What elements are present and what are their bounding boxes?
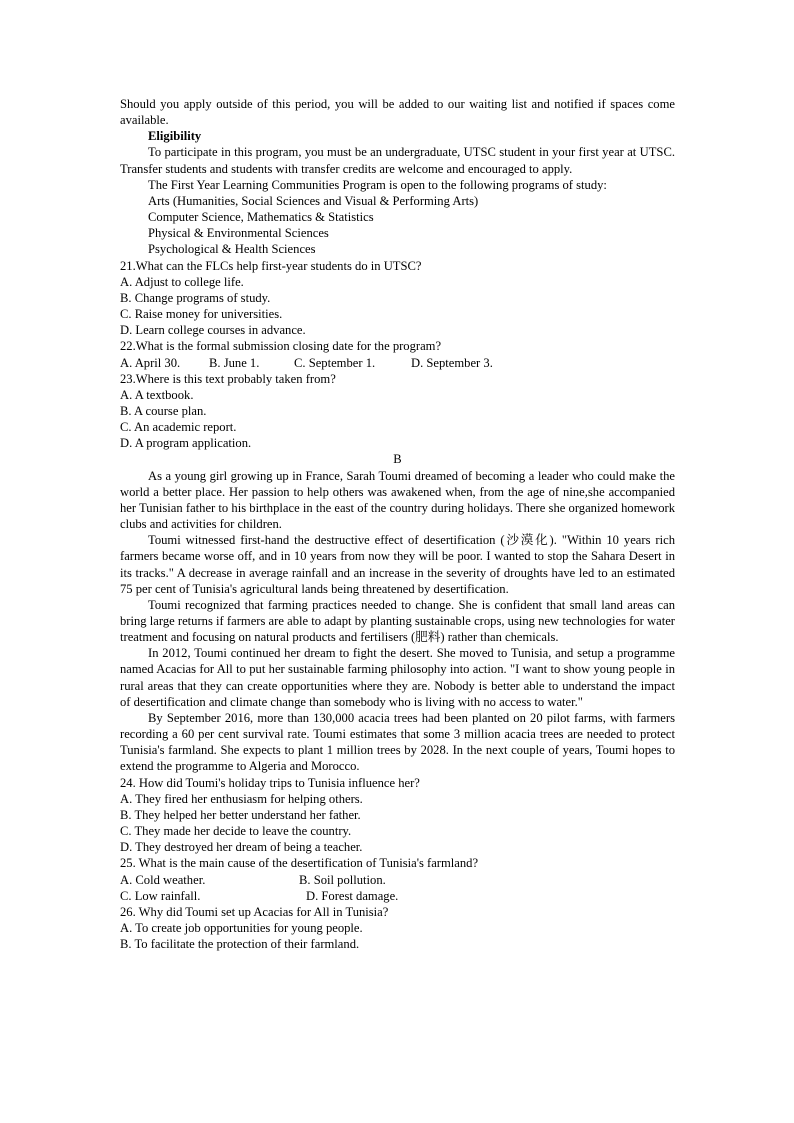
question-22-options	[120, 355, 675, 371]
question-23-stem: 23.Where is this text probably taken from?	[120, 371, 336, 386]
question-26-option-a: A. To create job opportunities for young people.	[120, 920, 363, 935]
eligibility-heading: Eligibility	[148, 129, 202, 144]
passage-b-paragraph: As a young girl growing up in France, Sarah Toumi dreamed of becoming a leader who could make the world a better place. Her passion to help others was awakened when, from the age of nine,she accompanied her Tunisian father to his birthplace in the east of the country during holidays. There she organized homework clubs and activities for children.	[120, 468, 675, 532]
question-25-option-b: B. Soil pollution.	[299, 872, 386, 887]
question-22-option-a: A. April 30.	[120, 355, 181, 370]
question-26-stem: 26. Why did Toumi set up Acacias for All in Tunisia?	[120, 904, 389, 919]
question-21-option-c: C. Raise money for universities.	[120, 307, 283, 322]
question-22-option-d: D. September 3.	[411, 355, 493, 370]
passage-b-paragraph: By September 2016, more than 130,000 acacia trees had been planted on 20 pilot farms, with farmers recording a 60 per cent survival rate. Toumi estimates that some 3 million acacia trees are needed to protect Tunisia's farmland. She expects to plant 1 million trees by 2028. In the next couple of years, Toumi hopes to extend the programme to Algeria and Morocco.	[120, 710, 675, 774]
question-24-option-b: B. They helped her better understand her father.	[120, 807, 361, 822]
question-24-option-c: C. They made her decide to leave the country.	[120, 824, 352, 839]
question-24-stem: 24. How did Toumi's holiday trips to Tunisia influence her?	[120, 775, 420, 790]
question-21-option-b: B. Change programs of study.	[120, 290, 271, 305]
question-23-option-c: C. An academic report.	[120, 420, 237, 435]
eligibility-text: To participate in this program, you must be an undergraduate, UTSC student in your first year at UTSC. Transfer students and students with transfer credits are welcome and encouraged to apply.	[120, 145, 675, 176]
passage-b-paragraph: Toumi witnessed first-hand the destructive effect of desertification (沙漠化). "Within 10 years rich farmers became worse off, and in 10 years from now they will be poor. I wanted to stop the Sahara Desert in its tracks." A decrease in average rainfall and an increase in the severity of droughts have led to an estimated 75 per cent of Tunisia's agricultural lands being threatened by desertification.	[120, 533, 675, 596]
question-21-option-a: A. Adjust to college life.	[120, 274, 244, 289]
question-25-option-a: A. Cold weather.	[120, 872, 206, 887]
program-item: Psychological & Health Sciences	[148, 242, 316, 257]
question-23-option-b: B. A course plan.	[120, 403, 207, 418]
section-b-label: B	[393, 452, 402, 467]
document-page	[120, 96, 675, 952]
question-23-option-a: A. A textbook.	[120, 387, 194, 402]
program-item: Computer Science, Mathematics & Statistics	[148, 210, 374, 225]
programs-intro: The First Year Learning Communities Program is open to the following programs of study:	[148, 177, 607, 192]
question-26-option-b: B. To facilitate the protection of their farmland.	[120, 937, 360, 952]
question-21-option-d: D. Learn college courses in advance.	[120, 323, 306, 338]
question-24-option-d: D. They destroyed her dream of being a teacher.	[120, 840, 363, 855]
question-25-options-row-1	[120, 872, 675, 888]
passage-a-intro: Should you apply outside of this period, you will be added to our waiting list and notified if spaces come available.	[120, 97, 675, 128]
question-21-stem: 21.What can the FLCs help first-year students do in UTSC?	[120, 258, 422, 273]
question-25-stem: 25. What is the main cause of the desertification of Tunisia's farmland?	[120, 856, 479, 871]
question-25-options-row-2	[120, 888, 675, 904]
question-22-option-b: B. June 1.	[209, 355, 260, 370]
program-item: Arts (Humanities, Social Sciences and Visual & Performing Arts)	[148, 193, 479, 208]
question-22-stem: 22.What is the formal submission closing date for the program?	[120, 339, 442, 354]
question-22-option-c: C. September 1.	[294, 355, 376, 370]
question-24-option-a: A. They fired her enthusiasm for helping others.	[120, 791, 363, 806]
question-25-option-d: D. Forest damage.	[306, 888, 399, 903]
question-25-option-c: C. Low rainfall.	[120, 888, 201, 903]
program-item: Physical & Environmental Sciences	[148, 226, 329, 241]
question-23-option-d: D. A program application.	[120, 436, 252, 451]
passage-b-paragraph: Toumi recognized that farming practices needed to change. She is confident that small land areas can bring large returns if farmers are able to adapt by planting sustainable crops, using new technologies for water treatment and focusing on natural products and fertilisers (肥料) rather than chemicals.	[120, 597, 675, 645]
passage-b-paragraph: In 2012, Toumi continued her dream to fight the desert. She moved to Tunisia, and setup a programme named Acacias for All to put her sustainable farming philosophy into action. "I want to show young people in rural areas that they can create opportunities where they are. Nobody is better able to understand the impact of desertification and climate change than somebody who is living with no access to water."	[120, 646, 675, 709]
